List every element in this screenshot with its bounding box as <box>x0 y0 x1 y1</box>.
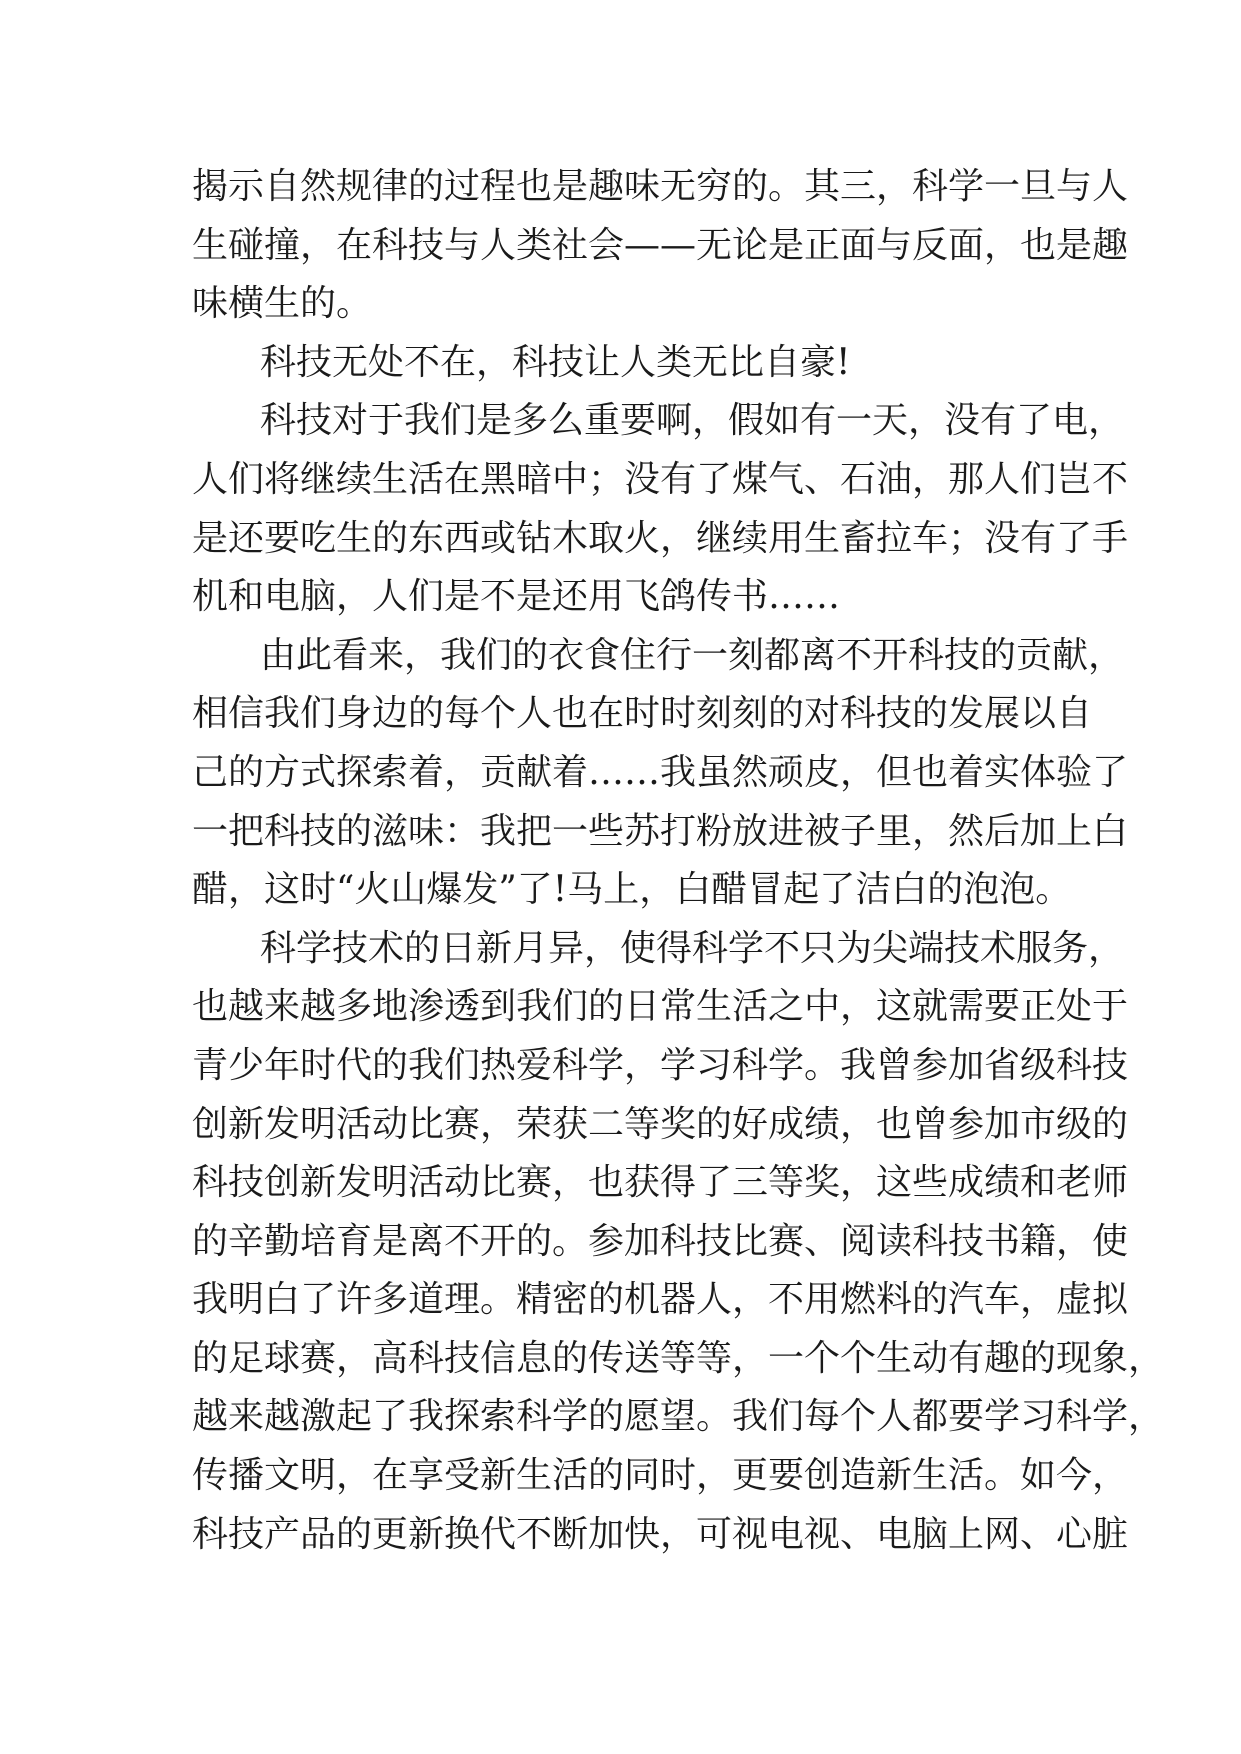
text-line: 是还要吃生的东西或钻木取火，继续用生畜拉车；没有了手 <box>192 517 1129 559</box>
text-line: 醋，这时“火山爆发”了!马上，白醋冒起了洁白的泡泡。 <box>192 869 1072 911</box>
text-line: 越来越激起了我探索科学的愿望。我们每个人都要学习科学， <box>192 1396 1165 1438</box>
text-line: 己的方式探索着，贡献着……我虽然顽皮，但也着实体验了 <box>192 751 1129 793</box>
text-line: 的辛勤培育是离不开的。参加科技比赛、阅读科技书籍，使 <box>192 1220 1129 1262</box>
text-line: 相信我们身边的每个人也在时时刻刻的对科技的发展以自 <box>192 693 1093 735</box>
body-text <box>192 158 1165 1564</box>
text-line: 科技产品的更新换代不断加快，可视电视、电脑上网、心脏 <box>192 1513 1129 1555</box>
text-line: 生碰撞，在科技与人类社会——无论是正面与反面，也是趣 <box>192 224 1129 266</box>
text-line: 创新发明活动比赛，荣获二等奖的好成绩，也曾参加市级的 <box>192 1103 1129 1145</box>
paragraph-first-line: 科技对于我们是多么重要啊，假如有一天，没有了电， <box>260 400 1125 442</box>
text-line: 科技创新发明活动比赛，也获得了三等奖，这些成绩和老师 <box>192 1162 1129 1204</box>
text-line: 也越来越多地渗透到我们的日常生活之中，这就需要正处于 <box>192 986 1129 1028</box>
text-line: 味横生的。 <box>192 283 373 325</box>
text-line: 青少年时代的我们热爱科学，学习科学。我曾参加省级科技 <box>192 1044 1129 1086</box>
text-line: 机和电脑，人们是不是还用飞鸽传书…… <box>192 576 841 618</box>
text-line: 一把科技的滋味：我把一些苏打粉放进被子里，然后加上白 <box>192 810 1129 852</box>
text-line: 揭示自然规律的过程也是趣味无穷的。其三，科学一旦与人 <box>192 166 1129 207</box>
paragraph-first-line: 科学技术的日新月异，使得科学不只为尖端技术服务， <box>260 927 1125 969</box>
text-line: 传播文明，在享受新生活的同时，更要创造新生活。如今， <box>192 1455 1129 1497</box>
text-line: 我明白了许多道理。精密的机器人，不用燃料的汽车，虚拟 <box>192 1279 1129 1321</box>
text-line: 的足球赛，高科技信息的传送等等，一个个生动有趣的现象， <box>192 1337 1165 1379</box>
paragraph-first-line: 由此看来，我们的衣食住行一刻都离不开科技的贡献， <box>260 634 1125 676</box>
text-line: 人们将继续生活在黑暗中；没有了煤气、石油，那人们岂不 <box>192 458 1129 500</box>
paragraph-first-line: 科技无处不在，科技让人类无比自豪! <box>260 341 851 383</box>
